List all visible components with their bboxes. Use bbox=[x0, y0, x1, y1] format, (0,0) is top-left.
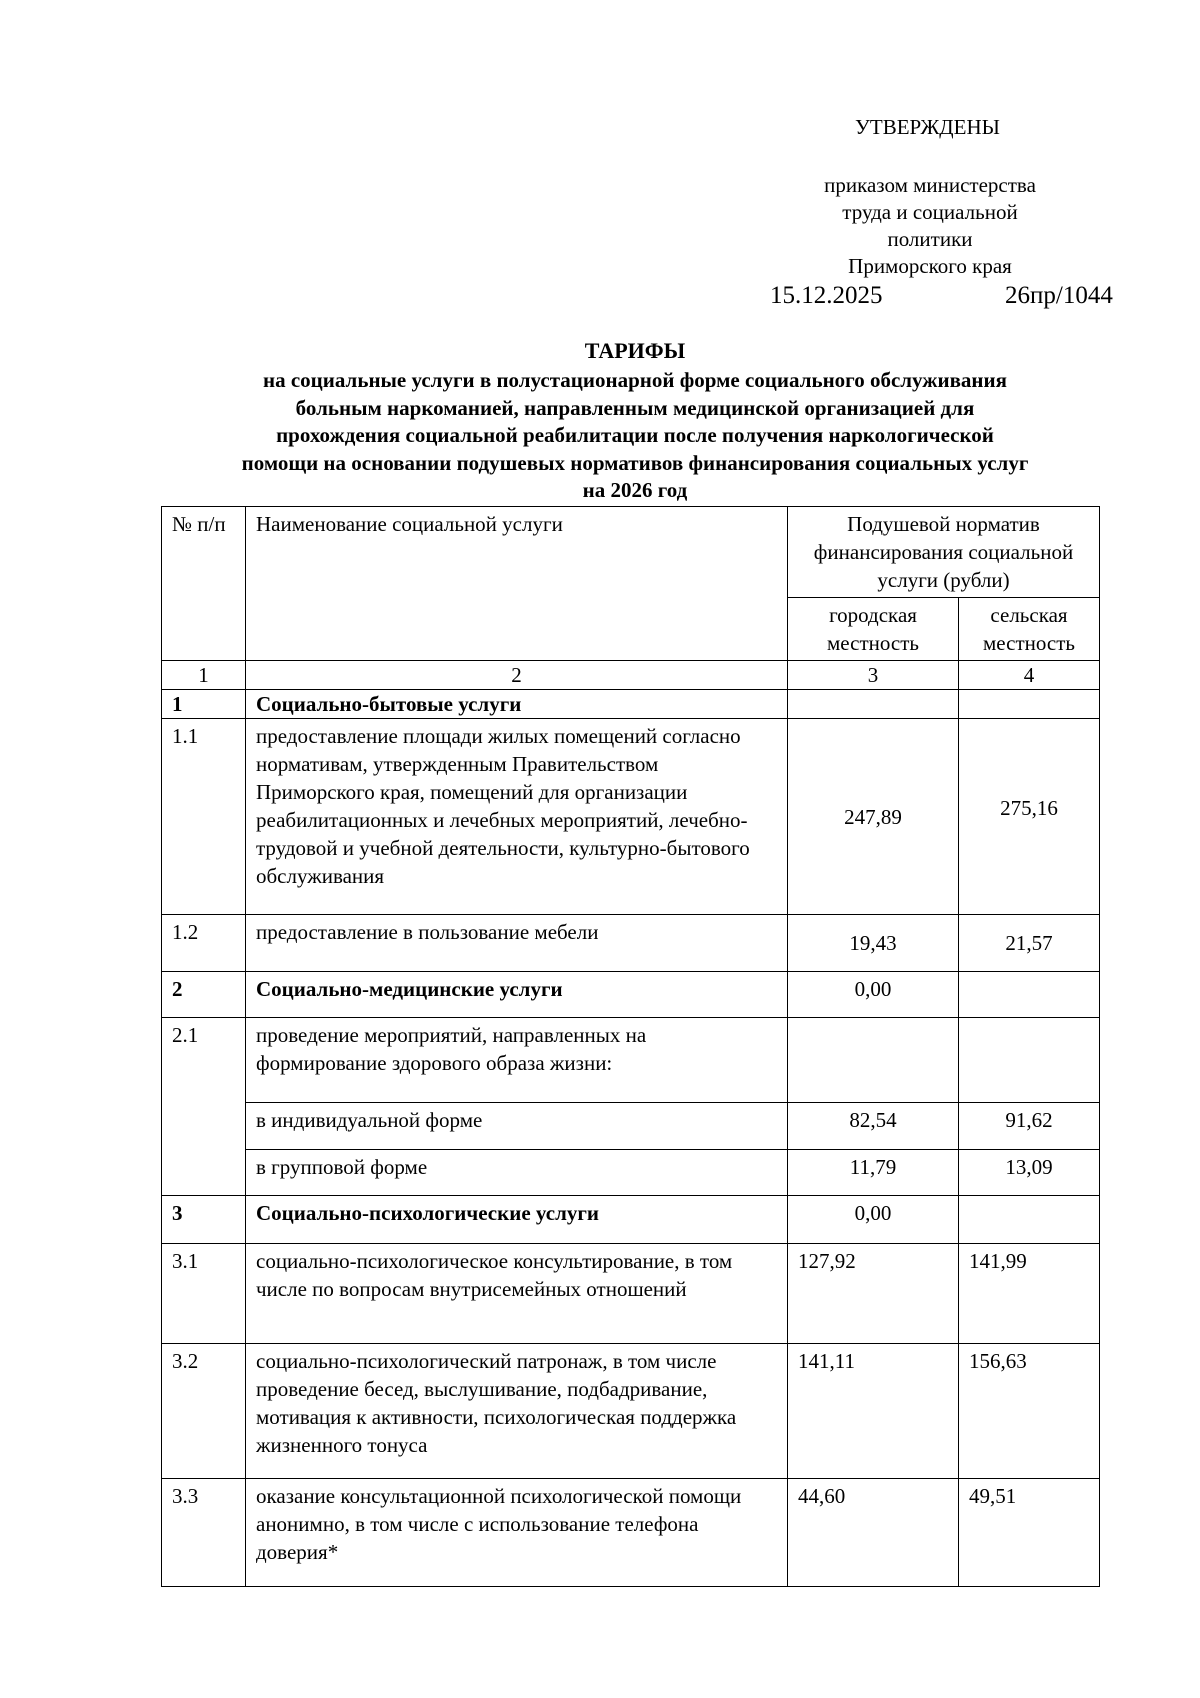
row-urban: 0,00 bbox=[788, 1196, 959, 1244]
subtitle-line: на социальные услуги в полустационарной форме социального обслуживания bbox=[263, 368, 1007, 392]
row-name: социально-психологический патронаж, в том числе проведение бесед, выслушивание, подбадривание, мотивация к активности, психологическая поддержка жизненного тонуса bbox=[246, 1344, 788, 1479]
row-rural bbox=[959, 1018, 1100, 1103]
table-header-row bbox=[162, 507, 1100, 598]
index-cell: 4 bbox=[959, 661, 1100, 690]
subtitle-line: больным наркоманией, направленным медицинской организацией для bbox=[295, 395, 975, 420]
document-subtitle bbox=[160, 367, 1110, 505]
row-name: Социально-бытовые услуги bbox=[246, 690, 788, 719]
row-name: в групповой форме bbox=[246, 1150, 788, 1196]
row-urban: 44,60 bbox=[788, 1479, 959, 1587]
row-rural bbox=[959, 690, 1100, 719]
approved-stamp: УТВЕРЖДЕНЫ bbox=[855, 115, 1000, 139]
table-row bbox=[162, 1103, 1100, 1150]
order-reference bbox=[810, 172, 1050, 280]
row-no: 1.2 bbox=[162, 915, 246, 972]
table-row bbox=[162, 1150, 1100, 1196]
table-index-row bbox=[162, 661, 1100, 690]
row-urban: 0,00 bbox=[788, 972, 959, 1018]
row-urban: 247,89 bbox=[788, 719, 959, 915]
row-urban: 19,43 bbox=[788, 915, 959, 972]
row-name: предоставление в пользование мебели bbox=[246, 915, 788, 972]
row-name: Социально-медицинские услуги bbox=[246, 972, 788, 1018]
row-no: 3.2 bbox=[162, 1344, 246, 1479]
row-no: 3.3 bbox=[162, 1479, 246, 1587]
index-cell: 1 bbox=[162, 661, 246, 690]
row-rural bbox=[959, 972, 1100, 1018]
row-no bbox=[162, 1103, 246, 1150]
row-no: 3 bbox=[162, 1196, 246, 1244]
order-line: политики bbox=[887, 227, 973, 251]
table-row bbox=[162, 972, 1100, 1018]
table-row bbox=[162, 1344, 1100, 1479]
row-urban: 141,11 bbox=[788, 1344, 959, 1479]
order-line: приказом министерства bbox=[824, 173, 1036, 197]
table-row bbox=[162, 1196, 1100, 1244]
table-row bbox=[162, 915, 1100, 972]
header-norm: Подушевой норматив финансирования социальной услуги (рубли) bbox=[788, 507, 1100, 598]
row-urban bbox=[788, 690, 959, 719]
order-date: 15.12.2025 bbox=[770, 282, 883, 309]
table-row bbox=[162, 719, 1100, 915]
header-no: № п/п bbox=[162, 507, 246, 661]
order-line: труда и социальной bbox=[842, 200, 1018, 224]
row-urban: 11,79 bbox=[788, 1150, 959, 1196]
row-no bbox=[162, 1150, 246, 1196]
row-urban: 127,92 bbox=[788, 1244, 959, 1344]
header-name: Наименование социальной услуги bbox=[246, 507, 788, 661]
row-name: предоставление площади жилых помещений согласно нормативам, утвержденным Правительством Приморского края, помещений для организации реабилитационных и лечебных мероприятий, лечебно-трудовой и учебной деятельности, культурно-бытового обслуживания bbox=[246, 719, 788, 915]
header-rural: сельская местность bbox=[959, 598, 1100, 661]
table-row bbox=[162, 690, 1100, 719]
row-rural: 141,99 bbox=[959, 1244, 1100, 1344]
tariffs-table bbox=[161, 506, 1100, 1587]
index-cell: 2 bbox=[246, 661, 788, 690]
subtitle-line: помощи на основании подушевых нормативов финансирования социальных услуг bbox=[241, 450, 1029, 475]
row-name: проведение мероприятий, направленных на формирование здорового образа жизни: bbox=[246, 1018, 788, 1103]
subtitle-line: прохождения социальной реабилитации после получения наркологической bbox=[276, 423, 994, 447]
document-title: ТАРИФЫ bbox=[584, 338, 686, 363]
header-urban: городская местность bbox=[788, 598, 959, 661]
row-name: оказание консультационной психологической помощи анонимно, в том числе с использование телефона доверия* bbox=[246, 1479, 788, 1587]
order-line: Приморского края bbox=[848, 254, 1012, 278]
row-urban: 82,54 bbox=[788, 1103, 959, 1150]
row-rural: 275,16 bbox=[959, 719, 1100, 915]
row-name: в индивидуальной форме bbox=[246, 1103, 788, 1150]
table-row bbox=[162, 1018, 1100, 1103]
table-row bbox=[162, 1479, 1100, 1587]
row-no: 1 bbox=[162, 690, 246, 719]
index-cell: 3 bbox=[788, 661, 959, 690]
row-no: 1.1 bbox=[162, 719, 246, 915]
row-urban bbox=[788, 1018, 959, 1103]
order-number: 26пр/1044 bbox=[1005, 282, 1113, 309]
row-rural: 156,63 bbox=[959, 1344, 1100, 1479]
row-rural: 13,09 bbox=[959, 1150, 1100, 1196]
row-no: 3.1 bbox=[162, 1244, 246, 1344]
row-name: Социально-психологические услуги bbox=[246, 1196, 788, 1244]
row-no: 2.1 bbox=[162, 1018, 246, 1103]
row-rural: 21,57 bbox=[959, 915, 1100, 972]
row-rural bbox=[959, 1196, 1100, 1244]
table-row bbox=[162, 1244, 1100, 1344]
row-rural: 91,62 bbox=[959, 1103, 1100, 1150]
row-rural: 49,51 bbox=[959, 1479, 1100, 1587]
row-no: 2 bbox=[162, 972, 246, 1018]
subtitle-line: на 2026 год bbox=[582, 478, 688, 502]
row-name: социально-психологическое консультирование, в том числе по вопросам внутрисемейных отношений bbox=[246, 1244, 788, 1344]
